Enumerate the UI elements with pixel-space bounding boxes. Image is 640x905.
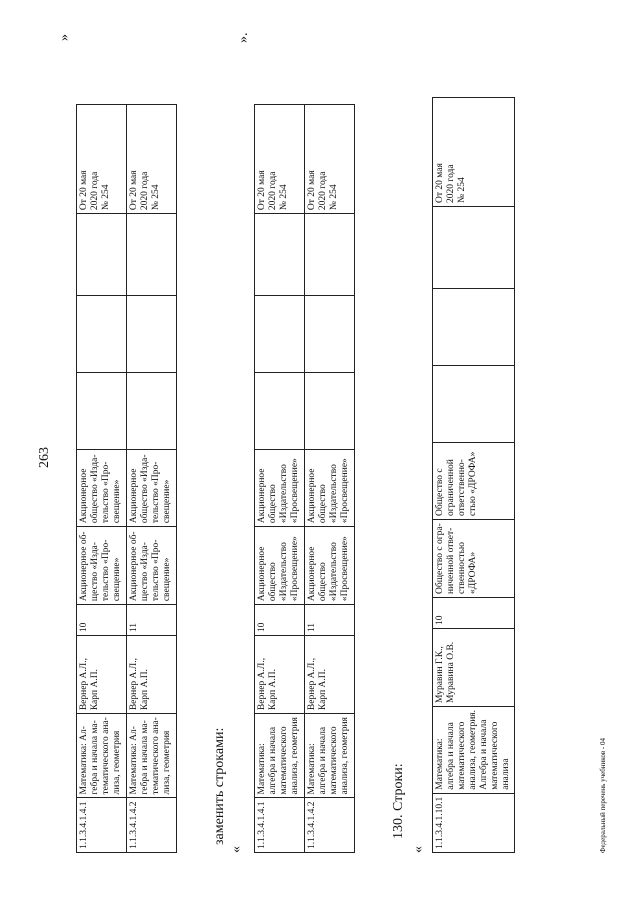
cell-line: общество (268, 562, 278, 602)
cell-line: Карп А.П. (268, 668, 278, 711)
cell-line: Акционерное (307, 546, 317, 602)
table-row (77, 105, 127, 853)
cell-line: алгебра и начала (268, 726, 278, 795)
cell-line: математического (279, 726, 289, 795)
cell-code: 1.1.3.4.1.4.2 (305, 798, 355, 853)
table-row (433, 97, 515, 852)
cell-line: № 254 (457, 177, 467, 203)
cell-line: 2020 года (140, 171, 150, 211)
cell-line: От 20 мая (435, 163, 445, 203)
cell-line: Вернер А.Л., (307, 657, 317, 711)
closing-quote: » (57, 34, 72, 41)
opening-quote: « (411, 846, 426, 853)
cell-line: общество (268, 484, 278, 524)
cell-authors (127, 636, 177, 714)
footer-note: Федеральный перечень учебников - 04 (599, 738, 607, 853)
cell-grade: 11 (305, 605, 355, 636)
cell-line: тельство «Про- (151, 461, 161, 524)
cell-line: лиза, геометрия (112, 730, 122, 795)
cell-col8 (77, 296, 127, 373)
cell-publisher (77, 527, 127, 605)
section-heading: 130. Строки: (391, 763, 406, 839)
cell-line: Муравина О.В. (446, 641, 456, 703)
cell-col9 (433, 206, 515, 288)
opening-quote: « (229, 846, 244, 853)
table-section-130-rows (432, 97, 515, 853)
table-original-rows (76, 104, 177, 853)
cell-line: математического (329, 726, 339, 795)
cell-grade: 10 (255, 605, 305, 636)
cell-line: «Просвещение» (340, 458, 350, 524)
cell-title (255, 714, 305, 798)
cell-org (77, 450, 127, 527)
cell-line: Вернер А.Л., (257, 657, 267, 711)
cell-line: Математика: (257, 743, 267, 795)
cell-col8 (127, 296, 177, 373)
cell-line: лиза, геометрия (162, 730, 172, 795)
cell-line: общество (318, 484, 328, 524)
cell-authors (77, 636, 127, 714)
cell-line: Математика: Ал- (79, 726, 89, 795)
cell-title (305, 714, 355, 798)
cell-order (127, 105, 177, 214)
cell-col9 (305, 214, 355, 296)
cell-grade: 10 (77, 605, 127, 636)
cell-order (77, 105, 127, 214)
cell-line: ответственно- (457, 459, 467, 516)
cell-line: тельство «Про- (151, 539, 161, 602)
cell-publisher (255, 527, 305, 605)
cell-line: ниченной ответ- (446, 527, 456, 594)
cell-line: От 20 мая (307, 170, 317, 211)
cell-grade: 10 (433, 597, 515, 628)
cell-org (305, 450, 355, 527)
cell-authors (305, 636, 355, 714)
cell-line: № 254 (101, 184, 111, 211)
cell-line: «ДРОФА» (468, 551, 478, 594)
table-row (255, 105, 305, 853)
cell-line: Вернер А.Л., (129, 658, 139, 711)
cell-line: гебра и начала ма- (140, 720, 150, 795)
cell-code: 1.1.3.4.1.4.2 (127, 798, 177, 853)
cell-line: Карп А.П. (318, 668, 328, 711)
replace-instruction: заменить строками: (212, 727, 227, 845)
cell-line: «Просвещение» (340, 536, 350, 602)
cell-col9 (77, 214, 127, 296)
cell-line: 2020 года (268, 171, 278, 211)
cell-line: тельство «Про- (101, 539, 111, 602)
cell-line: математического (457, 721, 467, 790)
cell-line: тематического ана- (151, 717, 161, 795)
cell-authors (255, 636, 305, 714)
cell-line: От 20 мая (129, 170, 139, 211)
cell-col9 (255, 214, 305, 296)
cell-line: 2020 года (318, 171, 328, 211)
cell-col7 (127, 373, 177, 450)
cell-line: Алгебра и начала (479, 719, 489, 790)
cell-line: «Издательство (329, 464, 339, 524)
cell-line: общество «Изда- (90, 454, 100, 524)
cell-line: алгебра и начала (318, 726, 328, 795)
cell-line: «Издательство (279, 464, 289, 524)
cell-line: математического (490, 721, 500, 790)
closing-quote: ». (236, 32, 251, 43)
cell-line: № 254 (279, 184, 289, 211)
cell-org (127, 450, 177, 527)
cell-line: Карп А.П. (90, 669, 100, 711)
cell-col7 (433, 365, 515, 442)
cell-line: анализа (501, 758, 511, 790)
cell-line: свещение» (162, 557, 172, 602)
cell-publisher (433, 519, 515, 597)
cell-line: свещение» (162, 479, 172, 524)
table-replacement-rows (254, 104, 355, 853)
cell-col7 (305, 373, 355, 450)
table-row (305, 105, 355, 853)
cell-order (305, 105, 355, 214)
cell-code: 1.1.3.4.1.10.1 (433, 793, 515, 852)
cell-line: От 20 мая (79, 170, 89, 211)
cell-line: анализа, геометрия. (468, 709, 478, 790)
cell-line: общество «Изда- (140, 454, 150, 524)
cell-col7 (255, 373, 305, 450)
cell-order (255, 105, 305, 214)
cell-org (255, 450, 305, 527)
cell-col8 (255, 296, 305, 373)
cell-line: тельство «Про- (101, 461, 111, 524)
table-row (127, 105, 177, 853)
cell-publisher (127, 527, 177, 605)
cell-title (77, 714, 127, 798)
cell-line: Карп А.П. (140, 669, 150, 711)
cell-code: 1.1.3.4.1.4.1 (255, 798, 305, 853)
cell-line: щество «Изда- (140, 542, 150, 602)
cell-line: Общество с огра- (435, 523, 445, 594)
cell-line: № 254 (151, 184, 161, 211)
cell-line: Общество с (435, 468, 445, 516)
cell-title (433, 706, 515, 793)
cell-line: Акционерное (129, 468, 139, 524)
cell-line: Вернер А.Л., (79, 658, 89, 711)
cell-line: Акционерное (307, 468, 317, 524)
cell-line: «Издательство (279, 542, 289, 602)
cell-line: щество «Изда- (90, 542, 100, 602)
cell-line: Акционерное (257, 546, 267, 602)
cell-line: свещение» (112, 479, 122, 524)
cell-line: 2020 года (90, 171, 100, 211)
cell-grade: 11 (127, 605, 177, 636)
cell-line: Математика: (435, 738, 445, 790)
cell-line: Акционерное об- (129, 531, 139, 602)
cell-line: свещение» (112, 557, 122, 602)
cell-line: Акционерное (79, 468, 89, 524)
cell-title (127, 714, 177, 798)
cell-col8 (433, 288, 515, 365)
cell-line: Математика: Ал- (129, 726, 139, 795)
cell-line: ограниченной (446, 459, 456, 516)
cell-line: анализа, геометрия (340, 717, 350, 795)
cell-line: 2020 года (446, 164, 456, 203)
cell-line: алгебра и начала (446, 722, 456, 790)
cell-line: ственностью (457, 542, 467, 594)
cell-line: «Издательство (329, 542, 339, 602)
cell-line: анализа, геометрия (290, 717, 300, 795)
cell-authors (433, 628, 515, 706)
cell-line: «Просвещение» (290, 458, 300, 524)
cell-order (433, 97, 515, 206)
cell-line: общество (318, 562, 328, 602)
cell-line: От 20 мая (257, 170, 267, 211)
cell-line: гебра и начала ма- (90, 720, 100, 795)
cell-org (433, 442, 515, 519)
cell-line: Муравин Г.К., (435, 646, 445, 703)
cell-line: тематического ана- (101, 717, 111, 795)
cell-col9 (127, 214, 177, 296)
cell-line: «Просвещение» (290, 536, 300, 602)
cell-line: Математика: (307, 743, 317, 795)
cell-col7 (77, 373, 127, 450)
cell-line: № 254 (329, 184, 339, 211)
cell-line: Акционерное (257, 468, 267, 524)
cell-line: Акционерное об- (79, 531, 89, 602)
cell-code: 1.1.3.4.1.4.1 (77, 798, 127, 853)
cell-publisher (305, 527, 355, 605)
cell-line: стью «ДРОФА» (468, 451, 478, 516)
page-number: 263 (37, 447, 52, 468)
cell-col8 (305, 296, 355, 373)
